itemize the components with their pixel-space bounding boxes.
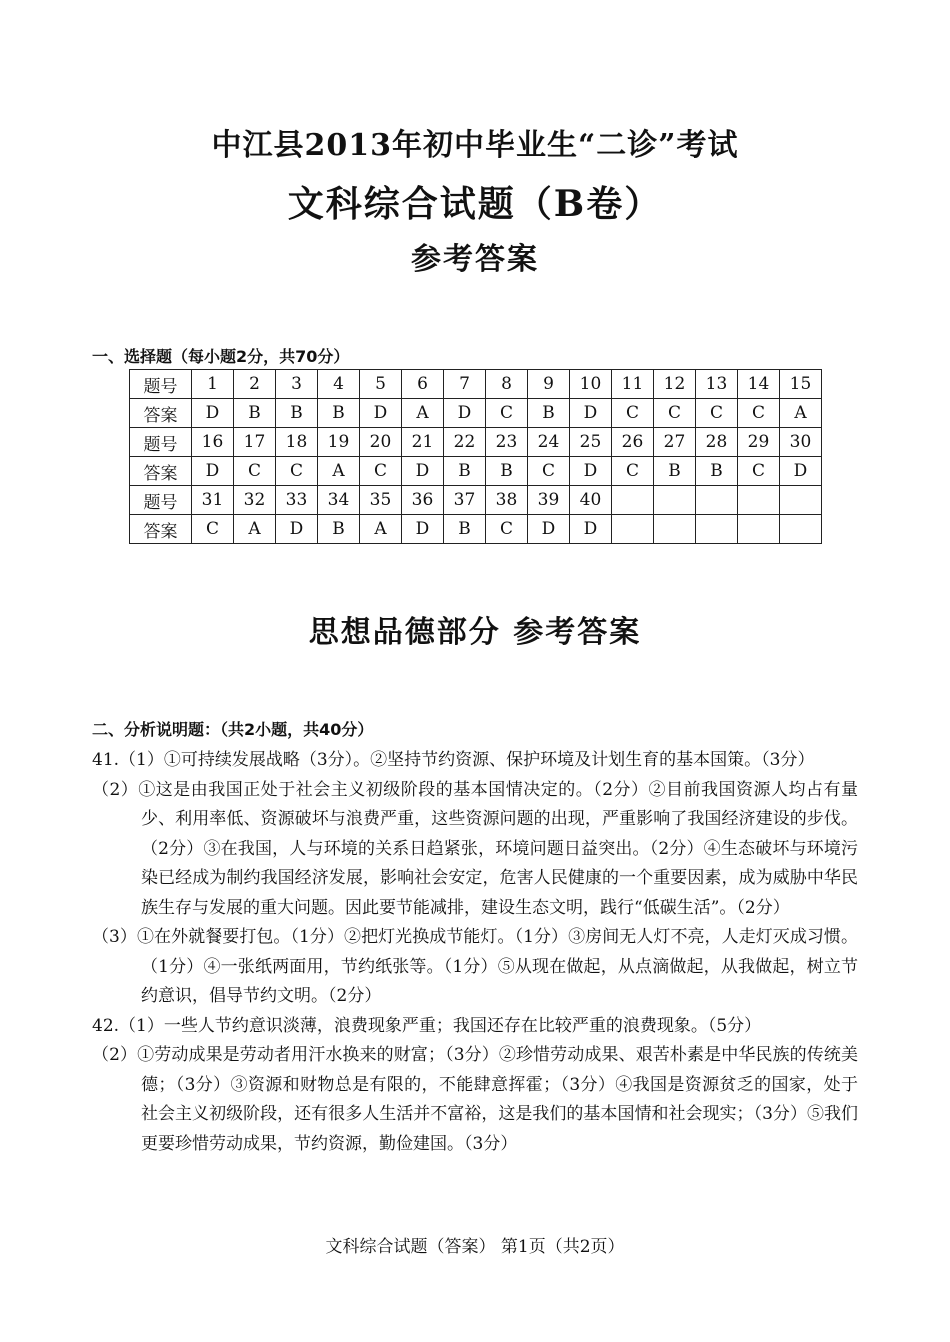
answer-cell: A <box>234 515 276 544</box>
answer-cell: C <box>738 399 780 428</box>
answer-cell: D <box>570 457 612 486</box>
answer-cell: B <box>318 399 360 428</box>
question-number-cell <box>612 486 654 515</box>
answer-cell: D <box>192 457 234 486</box>
answer-cell: C <box>192 515 234 544</box>
answer-cell: B <box>654 457 696 486</box>
answer-cell <box>696 515 738 544</box>
answer-cell: A <box>780 399 822 428</box>
question-number-cell: 37 <box>444 486 486 515</box>
question-number-cell: 2 <box>234 370 276 399</box>
question-number-cell: 13 <box>696 370 738 399</box>
answer-cell: C <box>654 399 696 428</box>
question-number-cell: 6 <box>402 370 444 399</box>
question-number-cell: 16 <box>192 428 234 457</box>
question-number-cell: 26 <box>612 428 654 457</box>
question-number-cell: 34 <box>318 486 360 515</box>
analysis-heading: 二、分析说明题：（共2小题，共40分） <box>92 720 374 739</box>
answer-cell: C <box>528 457 570 486</box>
question-number-cell: 39 <box>528 486 570 515</box>
question-number-cell: 7 <box>444 370 486 399</box>
question-number-cell: 24 <box>528 428 570 457</box>
answer-row <box>130 399 822 428</box>
answer-row <box>130 515 822 544</box>
answer-cell: D <box>192 399 234 428</box>
question-number-cell: 36 <box>402 486 444 515</box>
question-number-cell: 21 <box>402 428 444 457</box>
answer-cell: C <box>696 399 738 428</box>
exam-title: 中江县2013年初中毕业生“二诊”考试 <box>211 128 739 163</box>
q42-part2: （2）①劳动成果是劳动者用汗水换来的财富；（3分）②珍惜劳动成果、艰苦朴素是中华民族的传统美德；（3分）③资源和财物总是有限的，不能肆意挥霍；（3分）④我国是资源贫乏的国家，处于社会主义初级阶段，还有很多人生活并不富裕，这是我们的基本国情和社会现实；（3分）⑤我们更要珍惜劳动成果，节约资源，勤俭建国。（3分） <box>92 1045 858 1154</box>
question-number-cell: 15 <box>780 370 822 399</box>
question-number-cell <box>696 486 738 515</box>
question-number-cell: 3 <box>276 370 318 399</box>
question-number-cell: 27 <box>654 428 696 457</box>
answer-cell: C <box>276 457 318 486</box>
question-number-cell: 5 <box>360 370 402 399</box>
answer-cell <box>738 515 780 544</box>
question-number-cell: 32 <box>234 486 276 515</box>
answer-cell <box>780 515 822 544</box>
question-number-row-label: 题号 <box>130 370 192 399</box>
question-number-cell: 33 <box>276 486 318 515</box>
answer-cell: B <box>444 457 486 486</box>
answer-cell: D <box>570 515 612 544</box>
answer-cell: C <box>486 515 528 544</box>
answer-cell: B <box>276 399 318 428</box>
question-number-cell: 18 <box>276 428 318 457</box>
answer-cell: A <box>360 515 402 544</box>
q42-part1: 42.（1）一些人节约意识淡薄，浪费现象严重；我国还存在比较严重的浪费现象。（5分） <box>92 1015 762 1036</box>
question-number-row-label: 题号 <box>130 428 192 457</box>
question-number-cell: 10 <box>570 370 612 399</box>
answer-cell: D <box>360 399 402 428</box>
answer-cell: C <box>738 457 780 486</box>
question-number-cell: 8 <box>486 370 528 399</box>
question-number-cell: 14 <box>738 370 780 399</box>
paper-title: 文科综合试题（B卷） <box>287 183 663 225</box>
question-number-cell: 17 <box>234 428 276 457</box>
question-number-cell <box>738 486 780 515</box>
question-number-cell: 23 <box>486 428 528 457</box>
answer-cell: C <box>360 457 402 486</box>
question-number-cell: 11 <box>612 370 654 399</box>
answer-row <box>130 457 822 486</box>
answer-cell: D <box>780 457 822 486</box>
question-number-cell: 30 <box>780 428 822 457</box>
answer-cell <box>612 515 654 544</box>
answer-cell: C <box>234 457 276 486</box>
question-number-cell: 25 <box>570 428 612 457</box>
question-number-cell <box>654 486 696 515</box>
answer-cell: C <box>486 399 528 428</box>
answer-row-label: 答案 <box>130 457 192 486</box>
question-number-cell: 12 <box>654 370 696 399</box>
answer-cell: B <box>444 515 486 544</box>
page-footer: 文科综合试题（答案） 第1页（共2页） <box>325 1237 625 1257</box>
question-number-cell <box>780 486 822 515</box>
question-number-cell: 1 <box>192 370 234 399</box>
answer-row-label: 答案 <box>130 399 192 428</box>
answer-cell: D <box>276 515 318 544</box>
mcq-heading: 一、选择题（每小题2分，共70分） <box>92 347 350 366</box>
question-number-row <box>130 428 822 457</box>
question-number-cell: 4 <box>318 370 360 399</box>
question-number-row <box>130 486 822 515</box>
answer-cell <box>654 515 696 544</box>
question-number-cell: 22 <box>444 428 486 457</box>
question-number-cell: 9 <box>528 370 570 399</box>
answer-cell: A <box>402 399 444 428</box>
answer-cell: D <box>528 515 570 544</box>
q41-part2: （2）①这是由我国正处于社会主义初级阶段的基本国情决定的。（2分）②目前我国资源人均占有量少、利用率低、资源破坏与浪费严重，这些资源问题的出现，严重影响了我国经济建设的步伐。（2分）③在我国，人与环境的关系日趋紧张，环境问题日益突出。（2分）④生态破坏与环境污染已经成为制约我国经济发展，影响社会安定，危害人民健康的一个重要因素，成为威胁中华民族生存与发展的重大问题。因此要节能减排，建设生态文明，践行“低碳生活”。（2分） <box>92 779 858 918</box>
answer-cell: D <box>402 515 444 544</box>
question-number-cell: 31 <box>192 486 234 515</box>
question-number-cell: 20 <box>360 428 402 457</box>
answer-cell: D <box>402 457 444 486</box>
question-number-cell: 29 <box>738 428 780 457</box>
question-number-cell: 38 <box>486 486 528 515</box>
question-number-cell: 28 <box>696 428 738 457</box>
q41-part3: （3）①在外就餐要打包。（1分）②把灯光换成节能灯。（1分）③房间无人灯不亮，人走灯灭成习惯。（1分）④一张纸两面用，节约纸张等。（1分）⑤从现在做起，从点滴做起，从我做起，树立节约意识，倡导节约文明。（2分） <box>92 927 858 1006</box>
q41-part1: 41.（1）①可持续发展战略（3分）。②坚持节约资源、保护环境及计划生育的基本国策。（3分） <box>92 750 815 770</box>
answer-key-title: 参考答案 <box>411 242 539 277</box>
answer-table <box>129 369 822 544</box>
answer-cell: D <box>570 399 612 428</box>
question-number-row-label: 题号 <box>130 486 192 515</box>
question-number-row <box>130 370 822 399</box>
answer-cell: B <box>318 515 360 544</box>
answer-cell: B <box>234 399 276 428</box>
answer-row-label: 答案 <box>130 515 192 544</box>
answer-cell: C <box>612 399 654 428</box>
answer-cell: B <box>696 457 738 486</box>
question-number-cell: 35 <box>360 486 402 515</box>
question-number-cell: 40 <box>570 486 612 515</box>
answer-cell: C <box>612 457 654 486</box>
answer-cell: B <box>528 399 570 428</box>
answer-cell: B <box>486 457 528 486</box>
answer-cell: D <box>444 399 486 428</box>
answer-cell: A <box>318 457 360 486</box>
analysis-answers <box>92 746 858 1159</box>
section-title: 思想品德部分 参考答案 <box>308 615 642 650</box>
question-number-cell: 19 <box>318 428 360 457</box>
